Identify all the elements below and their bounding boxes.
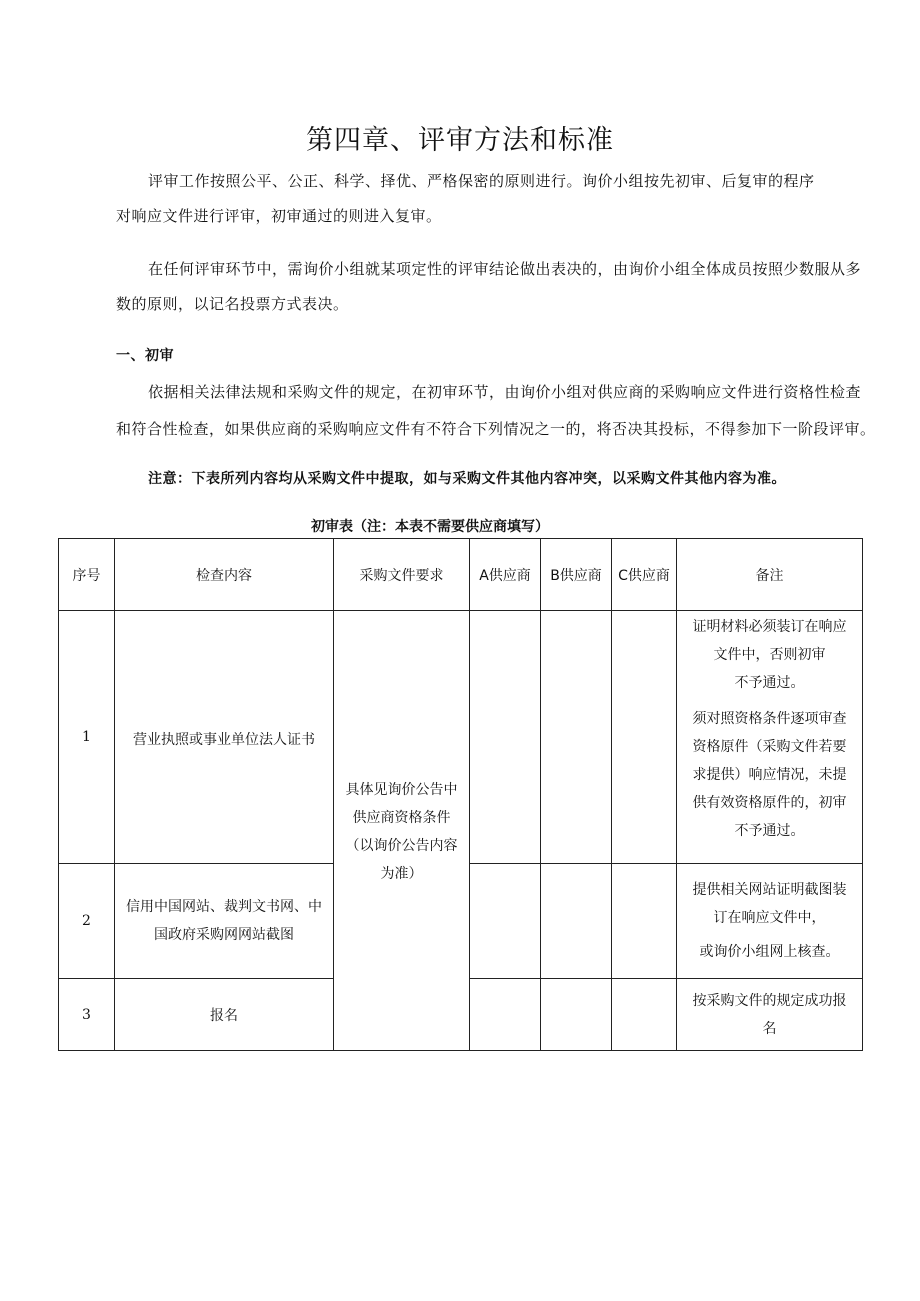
row-3-supplier-c[interactable] (612, 979, 677, 1051)
row-2-supplier-c[interactable] (612, 864, 677, 979)
preliminary-review-table (58, 538, 863, 1051)
row-2-content: 信用中国网站、裁判文书网、中 国政府采购网网站截图 (115, 864, 334, 979)
requirement-text: 具体见询价公告中 供应商资格条件 （以询价公告内容 为准） (345, 782, 458, 882)
header-remark: 备注 (677, 539, 863, 611)
row-3-no: 3 (59, 979, 115, 1051)
notice-text: 注意：下表所列内容均从采购文件中提取，如与采购文件其他内容冲突，以采购文件其他内容为准。 (148, 471, 786, 487)
voting-paragraph-line-2: 数的原则，以记名投票方式表决。 (116, 295, 349, 313)
header-supplier-c: C供应商 (612, 539, 677, 611)
row-1-supplier-b[interactable] (541, 611, 612, 864)
table-row (59, 611, 863, 864)
header-no: 序号 (59, 539, 115, 611)
table-header-row (59, 539, 863, 611)
row-3-remark: 按采购文件的规定成功报 名 (677, 979, 863, 1051)
row-1-no: 1 (59, 611, 115, 864)
section-body-line-2: 和符合性检查，如果供应商的采购响应文件有不符合下列情况之一的，将否决其投标，不得参加下一阶段评审。 (116, 420, 876, 438)
intro-paragraph-line-2: 对响应文件进行评审，初审通过的则进入复审。 (116, 207, 442, 225)
row-1-content: 营业执照或事业单位法人证书 (115, 611, 334, 864)
voting-paragraph-line-1: 在任何评审环节中，需询价小组就某项定性的评审结论做出表决的，由询价小组全体成员按照少数服从多 (148, 260, 862, 278)
row-3-supplier-b[interactable] (541, 979, 612, 1051)
section-body-line-1: 依据相关法律法规和采购文件的规定，在初审环节，由询价小组对供应商的采购响应文件进行资格性检查 (148, 383, 862, 401)
row-2-supplier-b[interactable] (541, 864, 612, 979)
shared-requirement-cell (334, 611, 470, 1051)
header-requirement: 采购文件要求 (334, 539, 470, 611)
row-3-supplier-a[interactable] (470, 979, 541, 1051)
row-3-content: 报名 (115, 979, 334, 1051)
row-2-no: 2 (59, 864, 115, 979)
row-1-remark: 证明材料必须装订在响应 文件中，否则初审 不予通过。 须对照资格条件逐项审查 资格原件（采购文件若要 求提供）响应情况，未提 供有效资格原件的，初审 不予通过。 (677, 611, 863, 864)
row-2-remark: 提供相关网站证明截图装 订在响应文件中， 或询价小组网上核查。 (677, 864, 863, 979)
chapter-title: 第四章、评审方法和标准 (306, 125, 614, 156)
header-supplier-b: B供应商 (541, 539, 612, 611)
row-1-supplier-a[interactable] (470, 611, 541, 864)
intro-paragraph-line-1: 评审工作按照公平、公正、科学、择优、严格保密的原则进行。询价小组按先初审、后复审的程序 (148, 172, 815, 190)
section-heading: 一、初审 (116, 348, 174, 364)
row-1-supplier-c[interactable] (612, 611, 677, 864)
row-2-supplier-a[interactable] (470, 864, 541, 979)
table-caption: 初审表（注：本表不需要供应商填写） (311, 519, 549, 535)
header-supplier-a: A供应商 (470, 539, 541, 611)
header-content: 检查内容 (115, 539, 334, 611)
